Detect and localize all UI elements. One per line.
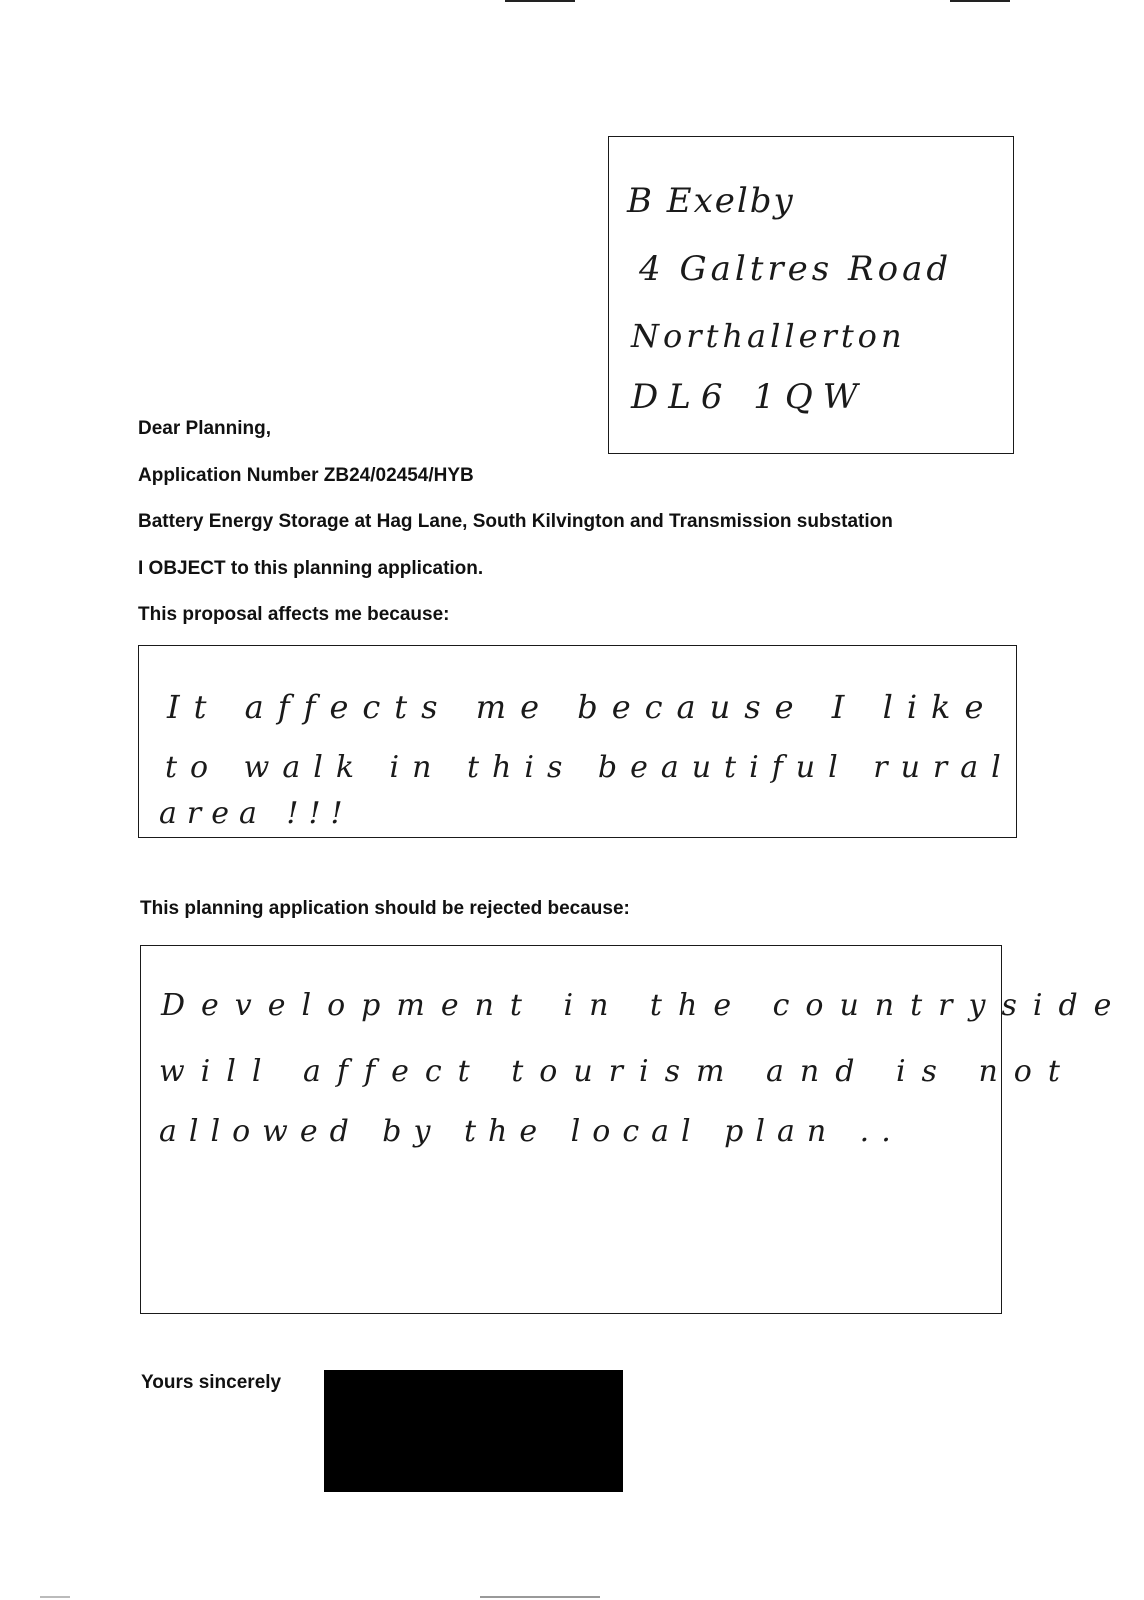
salutation: Dear Planning, [138,418,272,439]
scan-mark-top-right [950,0,1010,2]
affects-line-2: to walk in this beautiful rural [165,750,1014,785]
scan-mark-top [505,0,575,2]
rejected-label: This planning application should be rejected because: [140,898,630,919]
application-number: Application Number ZB24/02454/HYB [138,465,474,486]
address-street: 4 Galtres Road [639,249,953,289]
closing: Yours sincerely [141,1372,282,1393]
rejected-box [140,945,1128,1314]
address-postcode: DL6 1QW [631,377,868,417]
address-name: B Exelby [627,181,795,221]
rejected-line-1: Development in the countryside [161,988,1128,1023]
affects-line-1: It affects me because I like [167,688,998,726]
rejected-line-2: will affect tourism and is not [159,1054,1076,1089]
objection-statement: I OBJECT to this planning application. [138,558,484,579]
scan-mark-bottom-left [40,1596,70,1598]
address-box [608,136,1014,454]
signature-redaction [324,1370,623,1492]
affects-line-3: area !!! [159,796,353,831]
affects-box [138,645,1017,838]
application-subject: Battery Energy Storage at Hag Lane, South Kilvington and Transmission substation [138,511,893,532]
rejected-line-3: allowed by the local plan .. [159,1114,903,1149]
address-town: Northallerton [631,317,906,355]
scan-mark-bottom-mid [480,1596,600,1598]
affects-label: This proposal affects me because: [138,604,450,625]
